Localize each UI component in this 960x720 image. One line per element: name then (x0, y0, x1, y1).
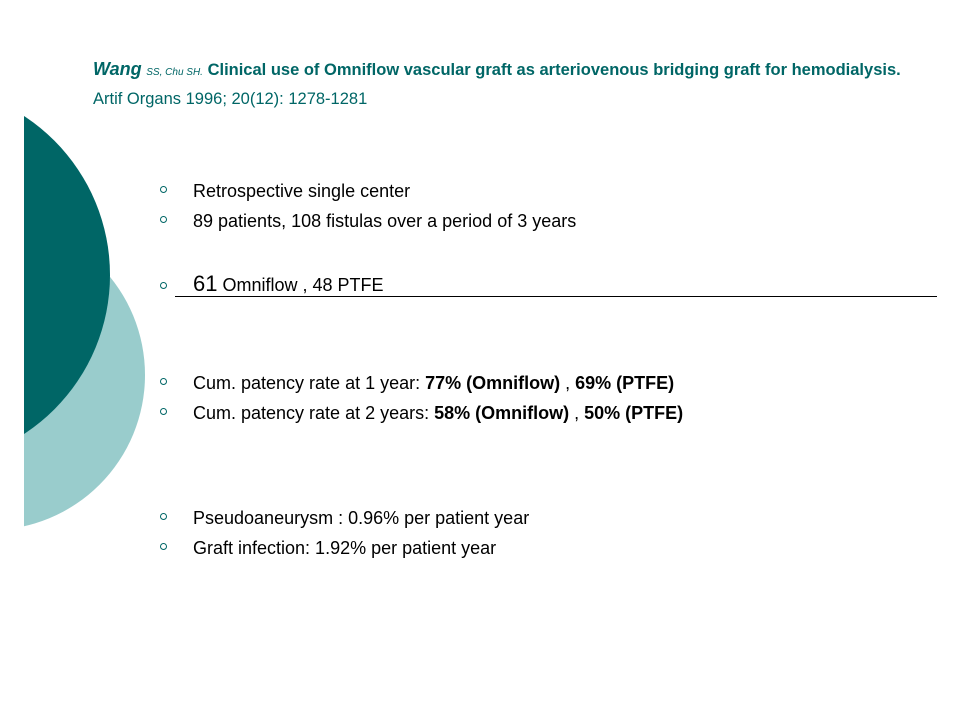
bullet-circle-icon (160, 513, 167, 520)
patency-2y-label: Cum. patency rate at 2 years: (193, 403, 430, 423)
bullet-text: Cum. patency rate at 1 year: 77% (Omniflow) , 69% (PTFE) (193, 373, 675, 393)
bullet-text: Retrospective single center (193, 181, 411, 201)
patency-1y-ptfe: 69% (PTFE) (575, 373, 675, 393)
list-item (0, 402, 960, 426)
citation-coauthors: SS, Chu SH. (146, 67, 203, 78)
bullet-text (193, 273, 384, 296)
citation (93, 56, 913, 113)
patency-2y-omniflow: 58% (Omniflow) (434, 403, 570, 423)
patency-2y-ptfe: 50% (PTFE) (584, 403, 684, 423)
bullet-circle-icon (160, 282, 167, 289)
bullet-circle-icon (160, 216, 167, 223)
bullet-circle-icon (160, 408, 167, 415)
list-item (0, 507, 960, 531)
bullet-text: Cum. patency rate at 2 years: 58% (Omniflow) , 50% (PTFE) (193, 403, 684, 423)
list-item (0, 210, 960, 234)
list-item (0, 180, 960, 204)
bullet-text: 89 patients, 108 fistulas over a period of 3 years (193, 211, 577, 231)
divider-line (175, 296, 937, 297)
citation-journal: Artif Organs 1996; 20(12): 1278-1281 (93, 90, 368, 108)
omniflow-ptfe-split: Omniflow , 48 PTFE (222, 275, 384, 295)
list-item (0, 537, 960, 561)
bullet-circle-icon (160, 186, 167, 193)
list-item (0, 271, 960, 298)
patency-1y-label: Cum. patency rate at 1 year: (193, 373, 421, 393)
citation-title: Clinical use of Omniflow vascular graft as arteriovenous bridging graft for hemodialysis. (207, 61, 901, 79)
list-item (0, 372, 960, 396)
bullet-circle-icon (160, 543, 167, 550)
citation-author: Wang (93, 59, 142, 79)
omniflow-count: 61 (193, 271, 218, 296)
patency-1y-omniflow: 77% (Omniflow) (425, 373, 561, 393)
bullet-text: Pseudoaneurysm : 0.96% per patient year (193, 508, 530, 528)
bullet-circle-icon (160, 378, 167, 385)
bullet-text: Graft infection: 1.92% per patient year (193, 538, 497, 558)
